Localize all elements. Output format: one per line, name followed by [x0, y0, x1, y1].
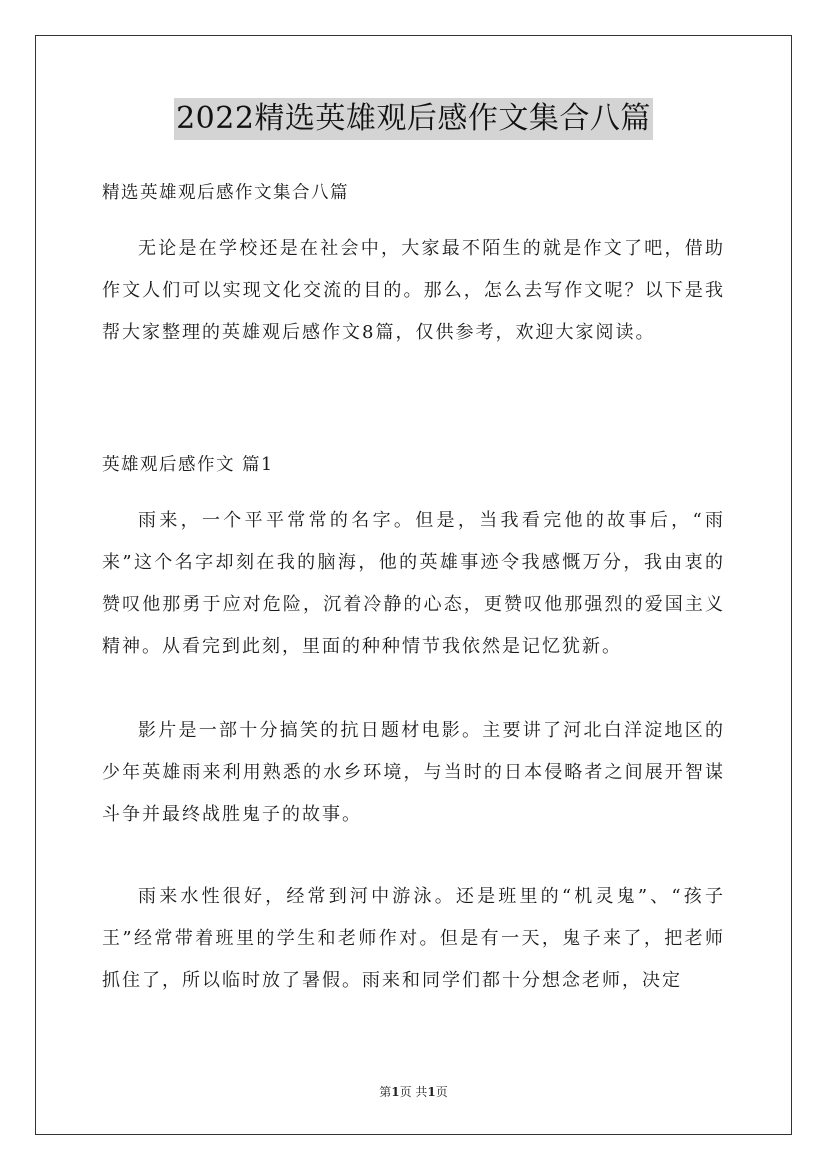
footer-page-number: 1	[391, 1085, 400, 1099]
body-paragraph-2: 影片是一部十分搞笑的抗日题材电影。主要讲了河北白洋淀地区的少年英雄雨来利用熟悉的水乡环境，与当时的日本侵略者之间展开智谋斗争并最终战胜鬼子的故事。	[102, 720, 725, 825]
footer-page-suffix: 页	[435, 1085, 448, 1099]
footer-total-pages: 1	[427, 1085, 436, 1099]
footer-page-prefix: 第	[379, 1085, 392, 1099]
footer-page-mid: 页 共	[399, 1085, 428, 1099]
body-paragraph-3: 雨来水性很好，经常到河中游泳。还是班里的“机灵鬼”、“孩子王”经常带着班里的学生和老师作对。但是有一天，鬼子来了，把老师抓住了，所以临时放了暑假。雨来和同学们都十分想念老师，决定	[102, 886, 725, 991]
page-footer	[0, 1082, 827, 1102]
title-wrap	[0, 98, 827, 140]
body-paragraph-1: 雨来，一个平平常常的名字。但是，当我看完他的故事后，“雨来”这个名字却刻在我的脑海，他的英雄事迹令我感慨万分，我由衷的赞叹他那勇于应对危险，沉着冷静的心态，更赞叹他那强烈的爱国主义精神。从看完到此刻，里面的种种情节我依然是记忆犹新。	[102, 510, 725, 657]
document-title: 2022精选英雄观后感作文集合八篇	[174, 98, 653, 140]
intro-paragraph: 无论是在学校还是在社会中，大家最不陌生的就是作文了吧，借助作文人们可以实现文化交流的目的。那么，怎么去写作文呢？以下是我帮大家整理的英雄观后感作文8篇，仅供参考，欢迎大家阅读。	[102, 238, 725, 343]
document-subtitle: 精选英雄观后感作文集合八篇	[102, 183, 349, 203]
section-heading: 英雄观后感作文 篇1	[102, 455, 274, 475]
